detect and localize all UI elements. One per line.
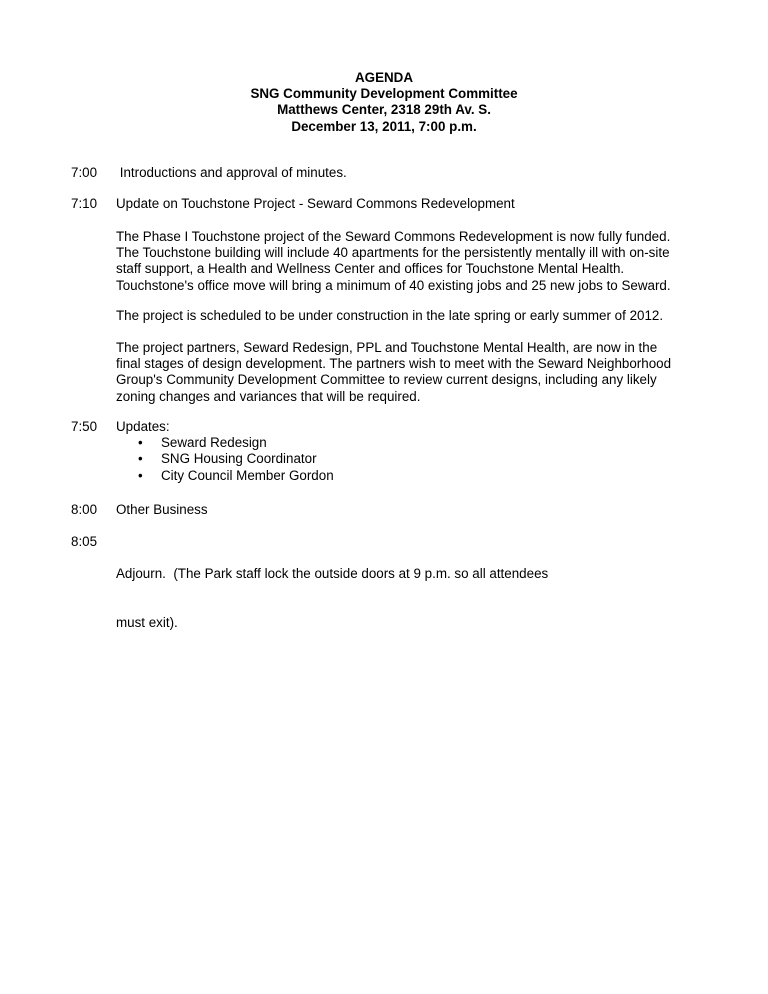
agenda-item-title: Updates: xyxy=(116,419,170,434)
agenda-item-title-cont: must exit). xyxy=(116,615,178,631)
paragraph-line: Touchstone's office move will bring a minimum of 40 existing jobs and 25 new jobs to Seward. xyxy=(116,277,671,293)
agenda-header xyxy=(0,70,768,135)
bullet-icon: • xyxy=(138,451,143,467)
paragraph-line: The Touchstone building will include 40 apartments for the persistently mentally ill with on-site xyxy=(116,245,670,261)
paragraph-line: zoning changes and variances that will be required. xyxy=(116,388,421,404)
meeting-location: Matthews Center, 2318 29th Av. S. xyxy=(277,102,491,118)
agenda-time: 7:00 xyxy=(71,165,98,180)
list-item xyxy=(116,468,696,484)
list-item xyxy=(116,451,696,467)
list-item-label: SNG Housing Coordinator xyxy=(161,451,317,467)
agenda-item-title: Update on Touchstone Project - Seward Commons Redevelopment xyxy=(116,196,515,211)
agenda-time: 7:10 xyxy=(71,196,98,211)
agenda-time: 7:50 xyxy=(71,419,98,434)
committee-name: SNG Community Development Committee xyxy=(250,86,518,102)
list-item-label: Seward Redesign xyxy=(161,435,267,451)
paragraph-line: The project is scheduled to be under construction in the late spring or early summer of 2012. xyxy=(116,308,664,323)
agenda-time: 8:00 xyxy=(71,502,98,517)
paragraph-line: The project partners, Seward Redesign, PPL and Touchstone Mental Health, are now in the xyxy=(116,340,658,355)
updates-list xyxy=(116,435,696,484)
bullet-icon: • xyxy=(138,435,143,451)
paragraph-line: staff support, a Health and Wellness Center and offices for Touchstone Mental Health. xyxy=(116,261,625,277)
agenda-time: 8:05 xyxy=(71,534,98,549)
meeting-date: December 13, 2011, 7:00 p.m. xyxy=(291,118,477,134)
bullet-icon: • xyxy=(138,467,143,483)
agenda-title: AGENDA xyxy=(354,70,414,85)
agenda-item-title: Adjourn. (The Park staff lock the outside doors at 9 p.m. so all attendees xyxy=(116,566,549,582)
paragraph-line: Group's Community Development Committee to review current designs, including any likely xyxy=(116,372,657,388)
paragraph-line: final stages of design development. The partners wish to meet with the Seward Neighborhood xyxy=(116,356,672,372)
paragraph-line: The Phase I Touchstone project of the Seward Commons Redevelopment is now fully funded. xyxy=(116,229,671,244)
agenda-item-title: Other Business xyxy=(116,502,208,517)
list-item-label: City Council Member Gordon xyxy=(161,467,334,483)
list-item xyxy=(116,435,696,451)
agenda-item-title: Introductions and approval of minutes. xyxy=(116,165,347,180)
